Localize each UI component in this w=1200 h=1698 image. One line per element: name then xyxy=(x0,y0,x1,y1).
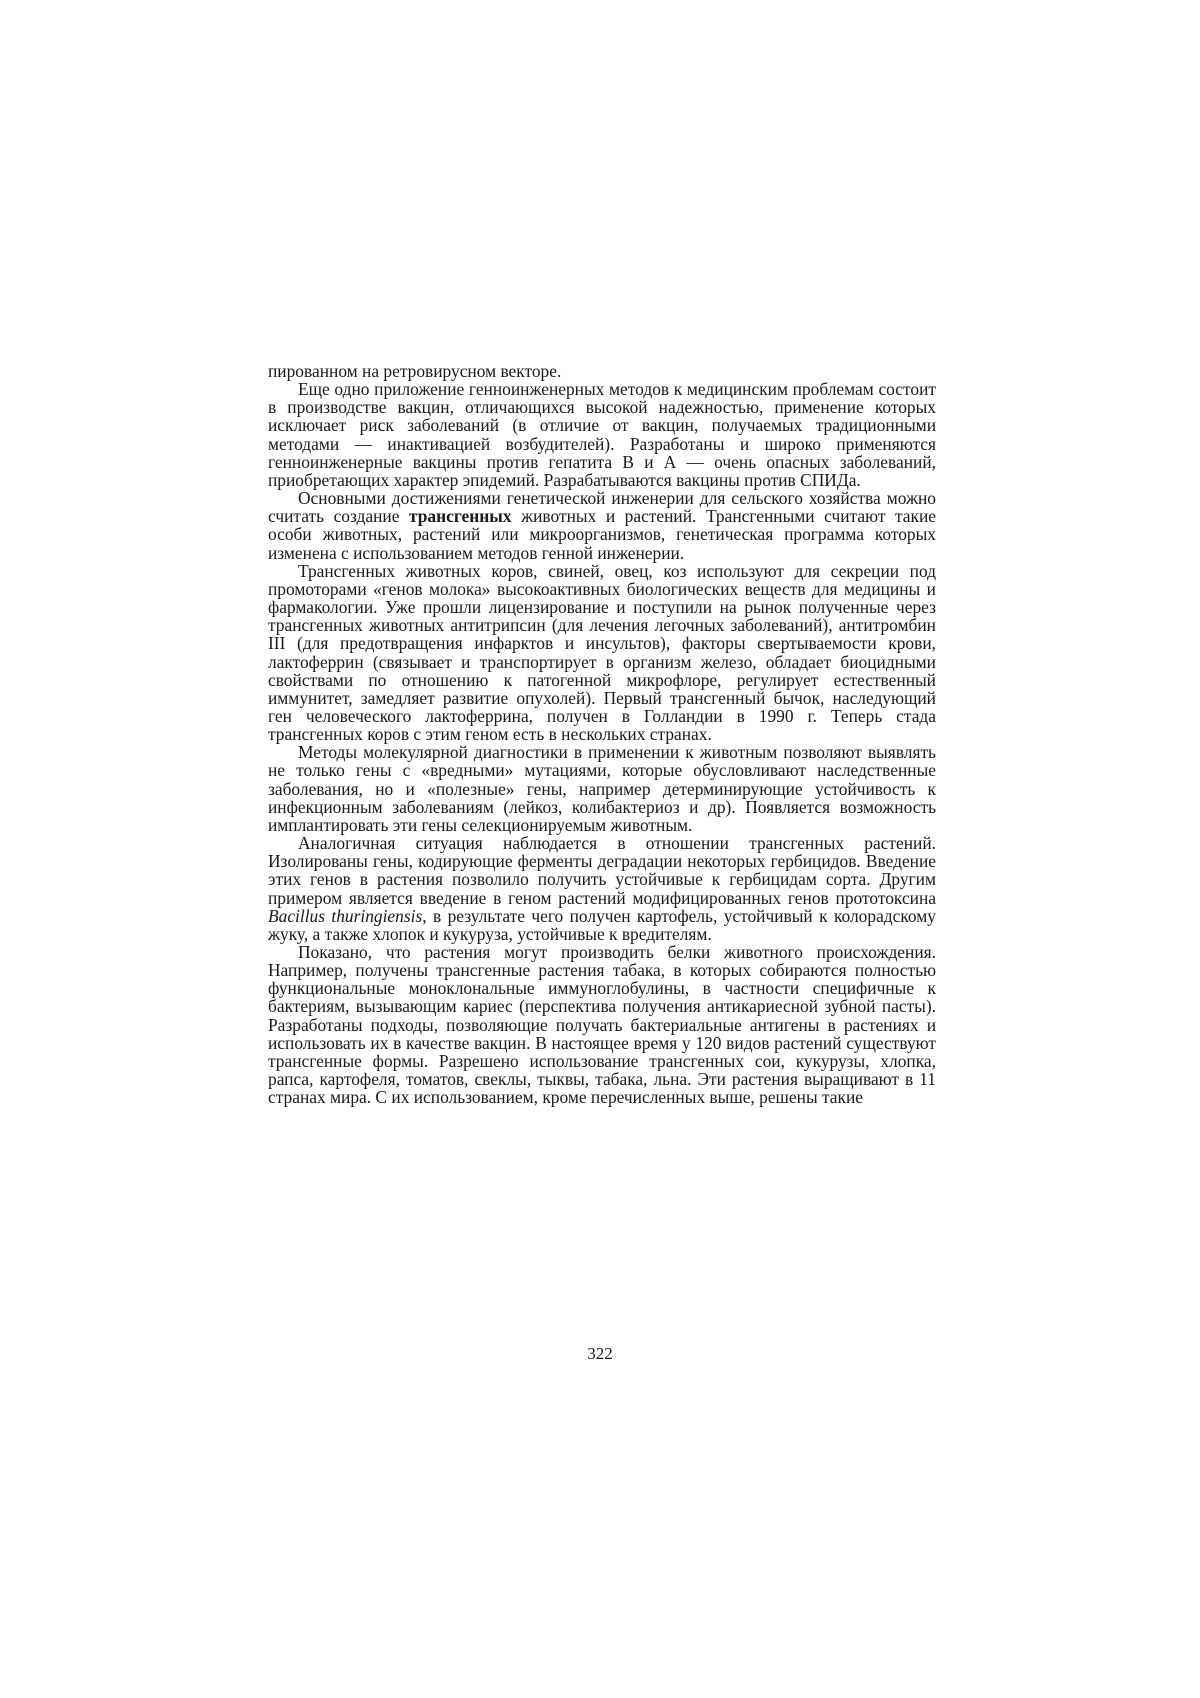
paragraph-transgenic-animals: Трансгенных животных коров, свиней, овец, коз используют для секреции под промоторами «генов молока» высокоактивных биологических веществ для медицины и фармакологии. Уже прошли лицензирование и поступили на рынок полученные через трансгенных животных антитрипсин (для лечения легочных заболеваний), антитромбин III (для предотвращения инфарктов и инсультов), факторы свертываемости крови, лактоферрин (связывает и транспортирует в организм железо, обладает биоцидными свойствами по отношению к патогенной микрофлоре, регулирует естественный иммунитет, замедляет развитие опухолей). Первый трансгенный бычок, наследующий ген человеческого лактоферрина, получен в Голландии в 1990 г. Теперь стада трансгенных коров с этим геном есть в нескольких странах. xyxy=(268,560,936,745)
paragraph-transgenic-plants xyxy=(268,834,936,943)
paragraph-text: животных и растений. Трансгенными считают такие особи животных, растений или микроорганизмов, генетическая программа которых изменена с использованием методов генной инженерии. xyxy=(268,506,936,563)
paragraph-text: , в результате чего получен картофель, устойчивый к колорадскому жуку, а также хлопок и кукуруза, устойчивые к вредителям. xyxy=(268,905,936,944)
paragraph-text: Аналогичная ситуация наблюдается в отношении трансгенных растений. Изолированы гены, кодирующие ферменты деградации некоторых гербицидов. Введение этих генов в растения позволило получить устойчивые к гербицидам сорта. Другим примером является введение в геном растений модифицированных генов прототоксина xyxy=(268,833,936,908)
paragraph-transgenic-definition xyxy=(268,489,936,562)
italic-species-name: Bacillus thuringiensis xyxy=(268,905,423,926)
bold-term-transgenic: трансгенных xyxy=(409,506,512,527)
page-number: 322 xyxy=(587,1344,613,1363)
paragraph-plant-proteins: Показано, что растения могут производить белки животного происхождения. Например, получены трансгенные растения табака, в которых собираются полностью функциональные моноклональные иммуноглобулины, в частности специфичные к бактериям, вызывающим кариес (перспектива получения антикариесной зубной пасты). Разработаны подходы, позволяющие получать бактериальные антигены в растениях и использовать их в качестве вакцин. В настоящее время у 120 видов растений существуют трансгенные формы. Разрешено использование трансгенных сои, кукурузы, хлопка, рапса, картофеля, томатов, свеклы, тыквы, табака, льна. Эти растения выращивают в 11 странах мира. С их использованием, кроме перечисленных выше, решены такие xyxy=(268,942,936,1108)
paragraph-molecular-diagnostics: Методы молекулярной диагностики в применении к животным позволяют выявлять не только гены с «вредными» мутациями, которые обусловливают наследственные заболевания, но и «полезные» гены, например детерминирующие устойчивость к инфекционным заболеваниям (лейкоз, колибактериоз и др). Появляется возможность имплантировать эти гены селекционируемым животным. xyxy=(268,742,936,835)
paragraph-continuation: пированном на ретровирусном векторе. xyxy=(268,361,562,381)
paragraph-text: Основными достижениями генетической инженерии для сельского хозяйства можно считать создание xyxy=(268,488,936,527)
paragraph-vaccines: Еще одно приложение генноинженерных методов к медицинским проблемам состоит в производстве вакцин, отличающихся высокой надежностью, применение которых исключает риск заболеваний (в отличие от вакцин, получаемых традиционными методами — инактивацией возбудителей). Разработаны и широко применяются генноинженерные вакцины против гепатита В и А — очень опасных заболеваний, приобретающих характер эпидемий. Разрабатываются вакцины против СПИДа. xyxy=(268,379,936,490)
body-text xyxy=(268,362,936,1106)
